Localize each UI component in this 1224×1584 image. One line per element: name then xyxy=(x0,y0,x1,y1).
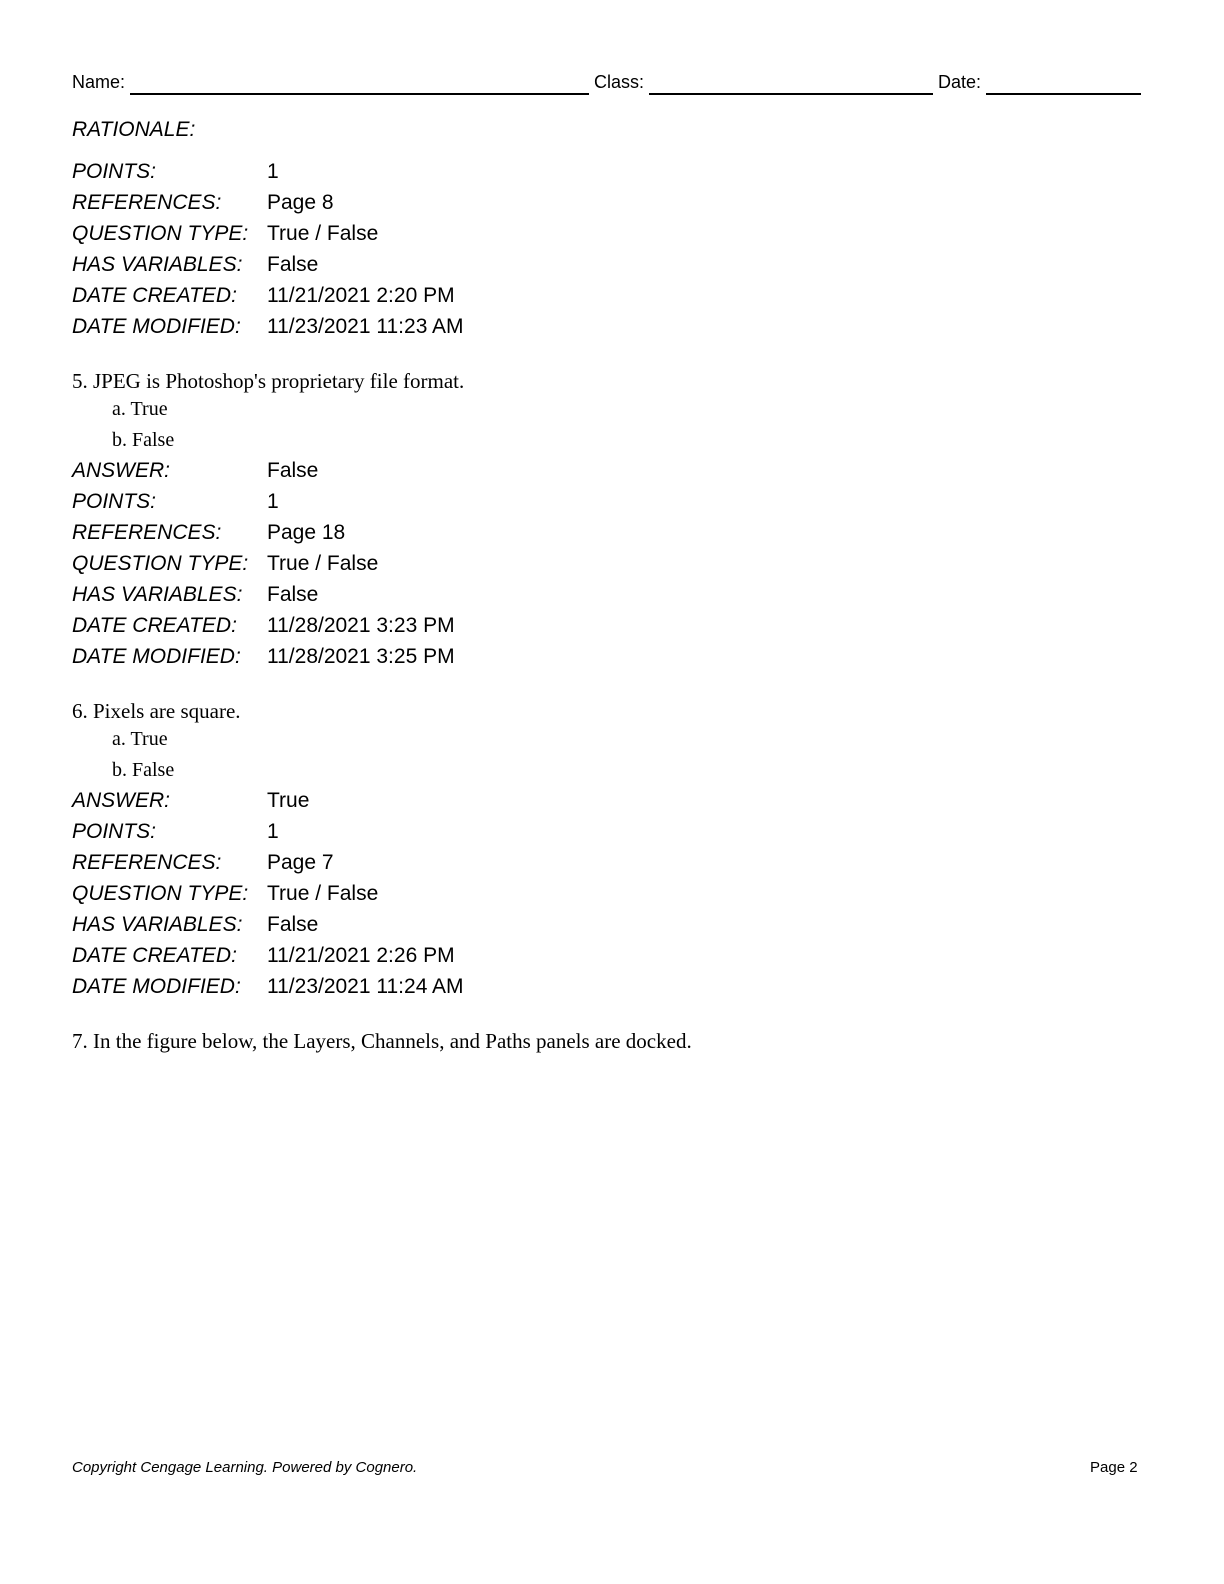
q5-option-b: b. False xyxy=(112,429,175,451)
meta-row: DATE CREATED: 11/28/2021 3:23 PM xyxy=(72,614,455,637)
meta-row: HAS VARIABLES: False xyxy=(72,583,319,606)
meta-row: DATE MODIFIED: 11/28/2021 3:25 PM xyxy=(72,645,455,668)
q6-option-b: b. False xyxy=(112,759,175,781)
meta-row: REFERENCES: Page 8 xyxy=(72,191,334,214)
meta-row: DATE CREATED: 11/21/2021 2:20 PM xyxy=(72,284,455,307)
q5-option-a: a. True xyxy=(112,398,168,420)
meta-row: POINTS: 1 xyxy=(72,160,279,183)
meta-row: HAS VARIABLES: False xyxy=(72,253,319,276)
meta-row: DATE MODIFIED: 11/23/2021 11:23 AM xyxy=(72,315,464,338)
rationale-label: RATIONALE: xyxy=(72,118,196,141)
question-5-text: 5. JPEG is Photoshop's proprietary file format. xyxy=(72,369,465,393)
date-label: Date: xyxy=(938,72,982,92)
date-line xyxy=(986,93,1141,95)
student-info-header xyxy=(72,72,1141,96)
meta-row: QUESTION TYPE: True / False xyxy=(72,882,379,905)
class-line xyxy=(649,93,933,95)
name-line xyxy=(130,93,589,95)
footer-copyright: Copyright Cengage Learning. Powered by Cognero. xyxy=(72,1459,418,1476)
question-6-text: 6. Pixels are square. xyxy=(72,699,241,723)
question-7-text: 7. In the figure below, the Layers, Channels, and Paths panels are docked. xyxy=(72,1029,692,1053)
meta-row: DATE MODIFIED: 11/23/2021 11:24 AM xyxy=(72,975,464,998)
meta-row: ANSWER: True xyxy=(72,789,310,812)
footer-page-number: Page 2 xyxy=(1090,1459,1138,1476)
meta-row: ANSWER: False xyxy=(72,459,319,482)
class-label: Class: xyxy=(594,72,645,92)
meta-row: QUESTION TYPE: True / False xyxy=(72,552,379,575)
meta-row: HAS VARIABLES: False xyxy=(72,913,319,936)
meta-row: REFERENCES: Page 7 xyxy=(72,851,334,874)
q6-option-a: a. True xyxy=(112,728,168,750)
meta-row: REFERENCES: Page 18 xyxy=(72,521,346,544)
meta-row: POINTS: 1 xyxy=(72,490,279,513)
meta-row: POINTS: 1 xyxy=(72,820,279,843)
meta-row: DATE CREATED: 11/21/2021 2:26 PM xyxy=(72,944,455,967)
name-label: Name: xyxy=(72,72,126,92)
meta-row: QUESTION TYPE: True / False xyxy=(72,222,379,245)
